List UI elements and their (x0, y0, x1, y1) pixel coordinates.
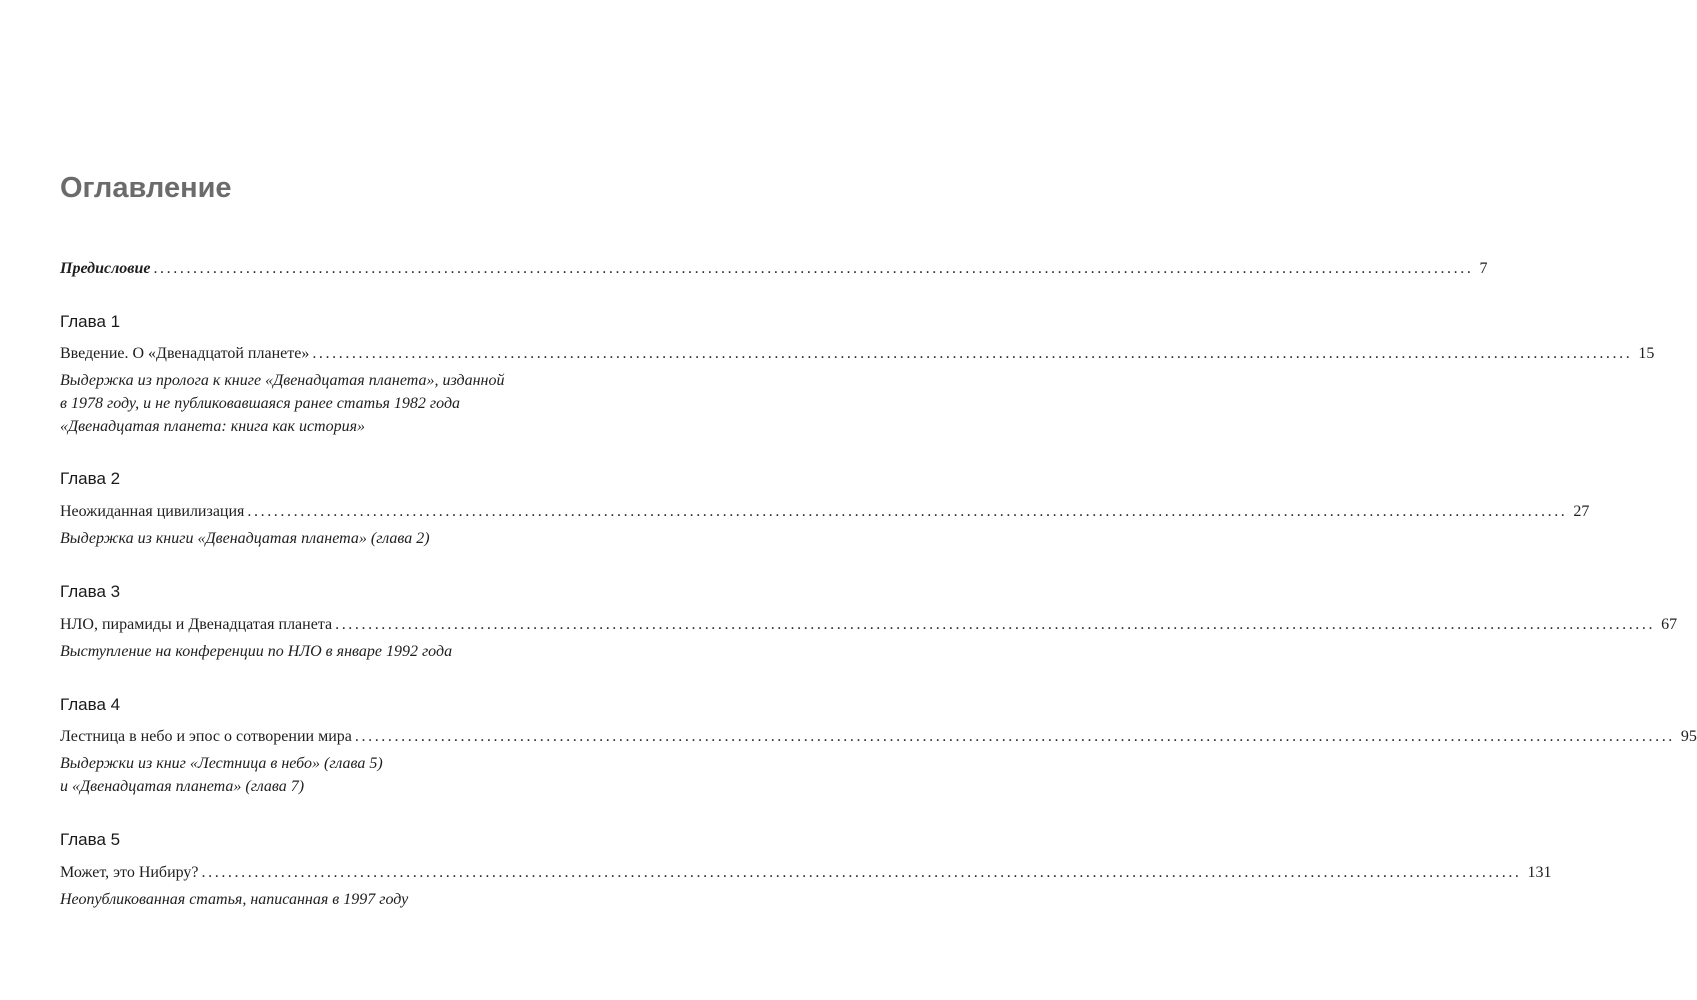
chapter-heading: Глава 2 (60, 469, 121, 488)
leader-dots: ........................................................................................................................................................................................................ (354, 728, 1675, 745)
chapter-heading: Глава 4 (60, 695, 121, 714)
page-title: Оглавление (60, 172, 232, 204)
toc-entry-chapter-5[interactable] (60, 861, 1552, 885)
chapter-description: «Двенадцатая планета: книга как история» (60, 418, 366, 435)
chapter-description: в 1978 году, и не публиковавшаяся ранее статья 1982 года (60, 395, 461, 412)
toc-entry-chapter-2[interactable] (60, 500, 1590, 524)
chapter-description: Выдержка из книги «Двенадцатая планета» (глава 2) (60, 530, 430, 547)
toc-page-number: 131 (1527, 864, 1552, 881)
toc-entry-label: Лестница в небо и эпос о сотворении мира (60, 728, 352, 745)
toc-page-number: 27 (1573, 503, 1590, 520)
toc-entry-label: Предисловие (60, 260, 151, 277)
chapter-heading: Глава 3 (60, 582, 121, 601)
toc-entry-label: Может, это Нибиру? (60, 864, 199, 881)
toc-entry-chapter-4[interactable] (60, 725, 1697, 749)
leader-dots: ........................................................................................................................................................................................................ (201, 864, 1522, 881)
toc-entry-label: Неожиданная цивилизация (60, 503, 245, 520)
chapter-description: Выдержки из книг «Лестница в небо» (глава 5) (60, 755, 383, 772)
chapter-description: Выдержка из пролога к книге «Двенадцатая планета», изданной (60, 372, 505, 389)
toc-entry-chapter-1[interactable] (60, 342, 1655, 366)
chapter-description: и «Двенадцатая планета» (глава 7) (60, 778, 305, 795)
toc-entry-chapter-3[interactable] (60, 613, 1678, 637)
toc-page-number: 15 (1638, 345, 1655, 362)
toc-page-number: 67 (1661, 616, 1678, 633)
chapter-description: Выступление на конференции по НЛО в январе 1992 года (60, 643, 453, 660)
leader-dots: ........................................................................................................................................................................................................ (247, 503, 1568, 520)
chapter-description: Неопубликованная статья, написанная в 1997 году (60, 891, 409, 908)
leader-dots: ........................................................................................................................................................................................................ (153, 260, 1474, 277)
leader-dots: ........................................................................................................................................................................................................ (312, 345, 1633, 362)
chapter-heading: Глава 1 (60, 312, 121, 331)
leader-dots: ........................................................................................................................................................................................................ (335, 616, 1656, 633)
toc-entry-preface[interactable] (60, 257, 1488, 281)
toc-page-number: 95 (1680, 728, 1697, 745)
chapter-heading: Глава 5 (60, 830, 121, 849)
toc-entry-label: Введение. О «Двенадцатой планете» (60, 345, 310, 362)
toc-entry-label: НЛО, пирамиды и Двенадцатая планета (60, 616, 333, 633)
toc-page-number: 7 (1479, 260, 1488, 277)
